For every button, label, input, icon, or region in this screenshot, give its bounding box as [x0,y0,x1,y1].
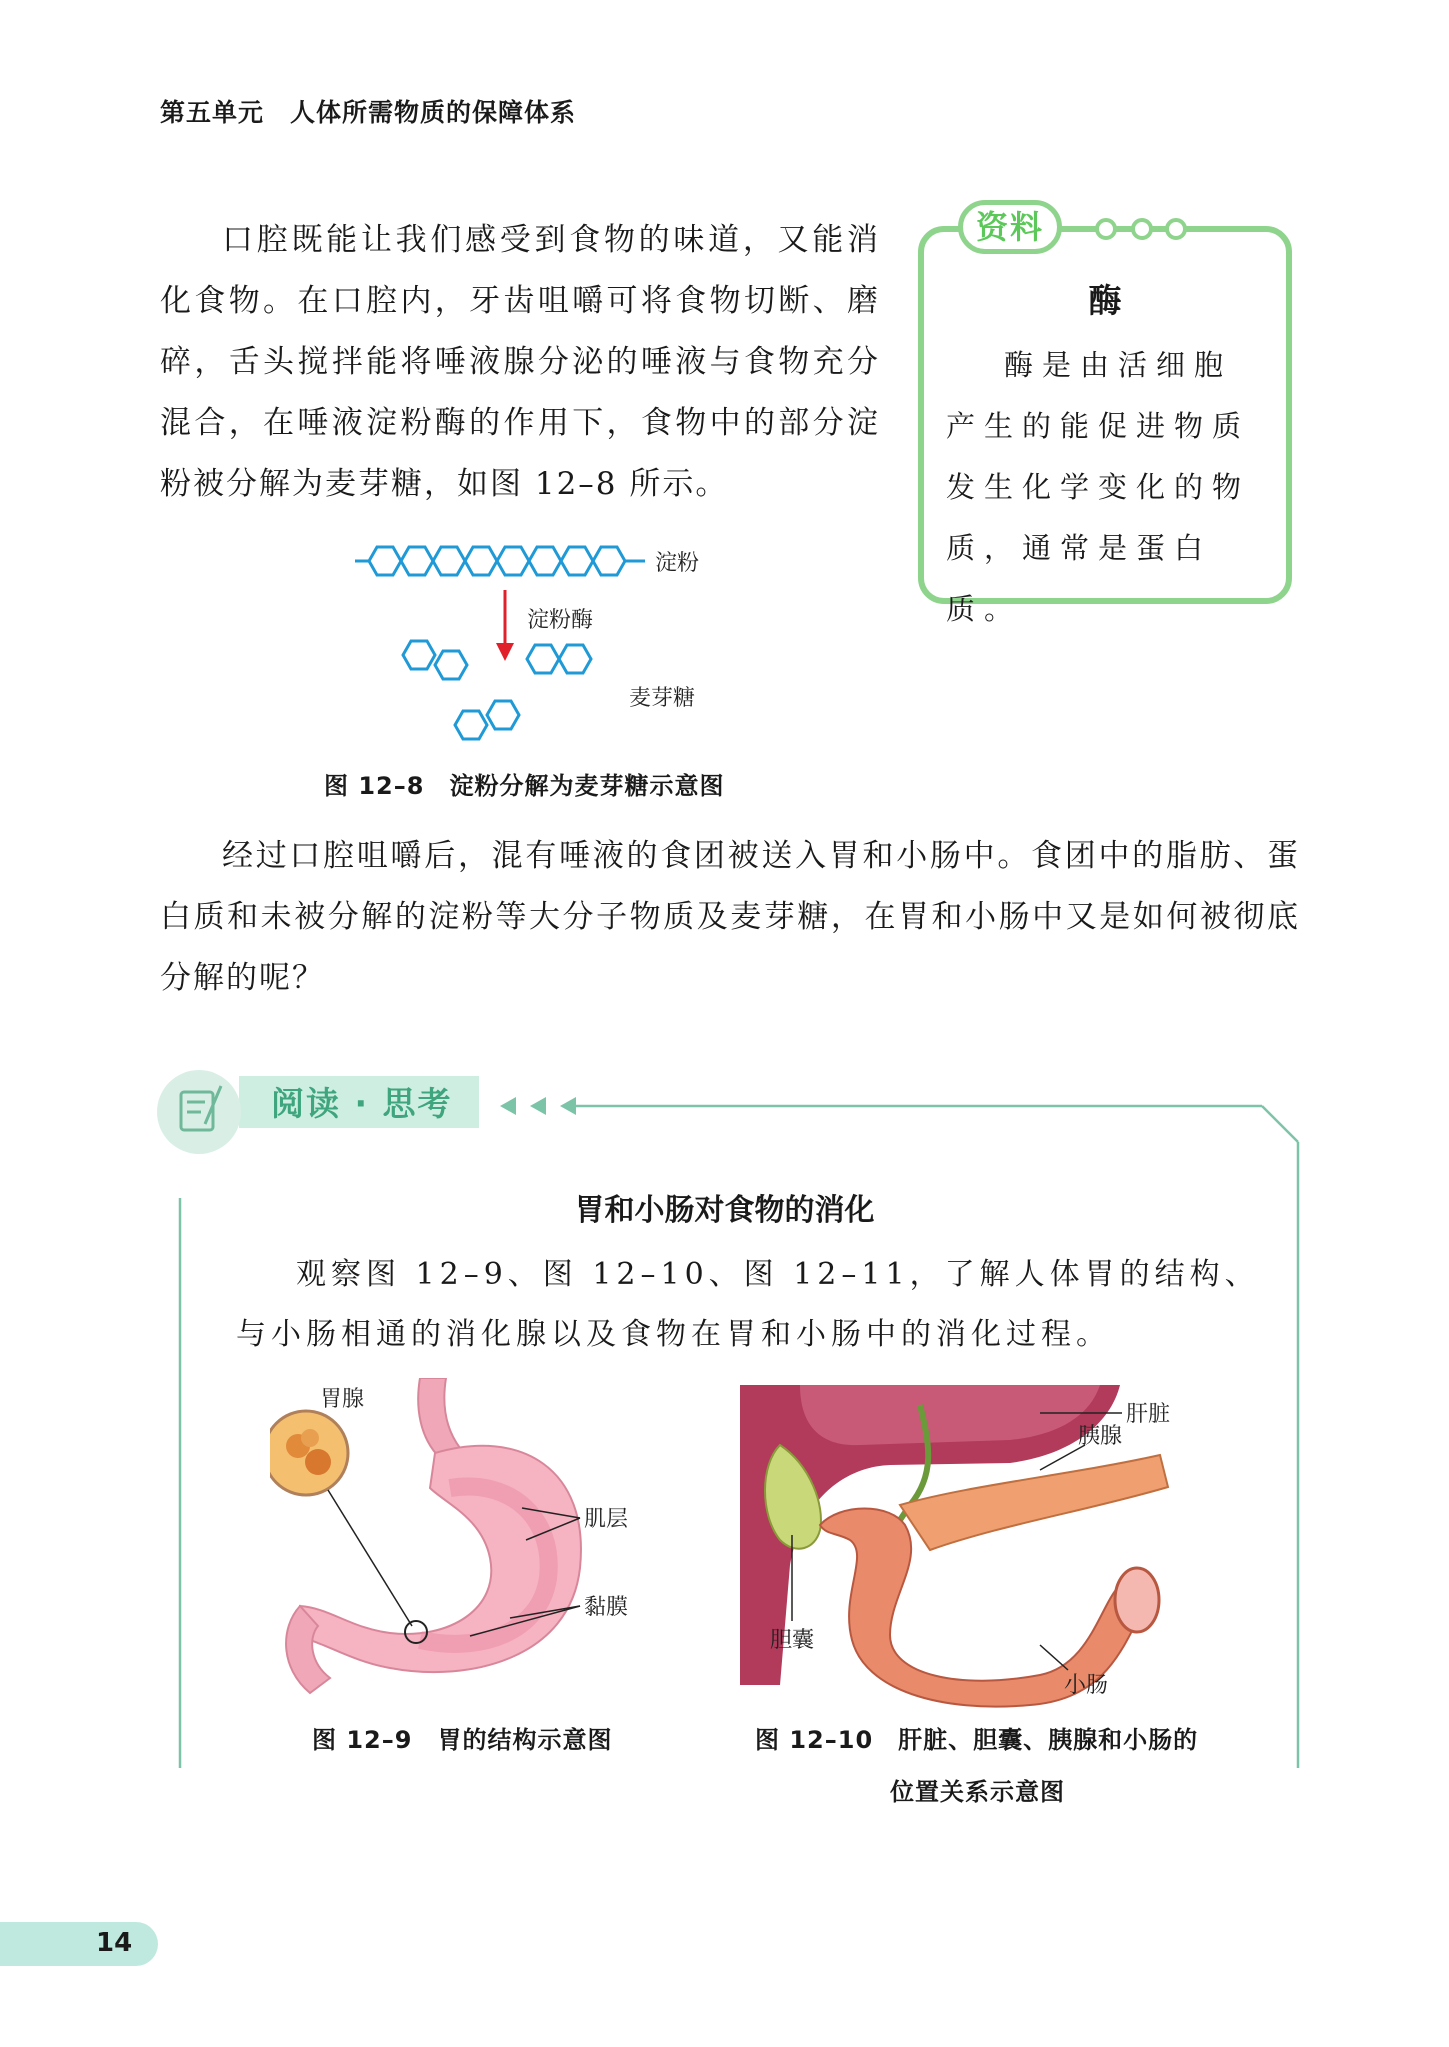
label-gallbladder: 胆囊 [770,1628,815,1653]
page-number: 14 [96,1928,133,1958]
info-box-title: 酶 [1088,281,1122,320]
unit-header: 第五单元 人体所需物质的保障体系 [160,98,577,127]
label-liver: 肝脏 [1126,1402,1171,1427]
label-enzyme: 淀粉酶 [527,608,594,633]
info-box-body: 酶是由活细胞产生的能促进物质发生化学变化的物质，通常是蛋白质。 [946,348,1251,626]
label-mucosa: 黏膜 [584,1595,629,1620]
reading-section-title: 胃和小肠对食物的消化 [574,1193,875,1228]
reading-section-paragraph: 观察图 12–9、图 12–10、图 12–11，了解人体胃的结构、与小肠相通的消化腺以及食物在胃和小肠中的消化过程。 [236,1257,1260,1352]
info-tab-label: 资料 [958,200,1062,254]
label-maltose: 麦芽糖 [629,686,696,711]
reading-header-label: 阅读 · 思考 [271,1084,453,1123]
label-small-intestine: 小肠 [1064,1673,1109,1698]
intro-paragraph: 口腔既能让我们感受到食物的味道，又能消化食物。在口腔内，牙齿咀嚼可将食物切断、磨碎，舌头搅拌能将唾液腺分泌的唾液与食物充分混合，在唾液淀粉酶的作用下，食物中的部分淀粉被分解为麦芽糖，如图 12–8 所示。 [160,222,880,502]
liver-gallbladder-pancreas-intestine-illustration [740,1385,1220,1710]
figure-12-10-caption-line2: 位置关系示意图 [890,1778,1065,1806]
figure-12-8-caption: 图 12–8 淀粉分解为麦芽糖示意图 [324,772,725,800]
label-muscle-layer: 肌层 [584,1507,629,1532]
label-gastric-gland: 胃腺 [320,1387,365,1412]
reading-section-header [155,1068,495,1158]
label-pancreas: 胰腺 [1078,1424,1123,1449]
paragraph-2: 经过口腔咀嚼后，混有唾液的食团被送入胃和小肠中。食团中的脂肪、蛋白质和未被分解的淀粉等大分子物质及麦芽糖，在胃和小肠中又是如何被彻底分解的呢？ [160,838,1300,996]
label-starch: 淀粉 [655,551,700,576]
figure-12-10-caption-line1: 图 12–10 肝脏、胆囊、胰腺和小肠的 [755,1726,1199,1754]
figure-12-9-caption: 图 12–9 胃的结构示意图 [312,1726,613,1754]
page-number-tab [0,1922,158,1966]
stomach-structure-illustration [270,1378,690,1708]
